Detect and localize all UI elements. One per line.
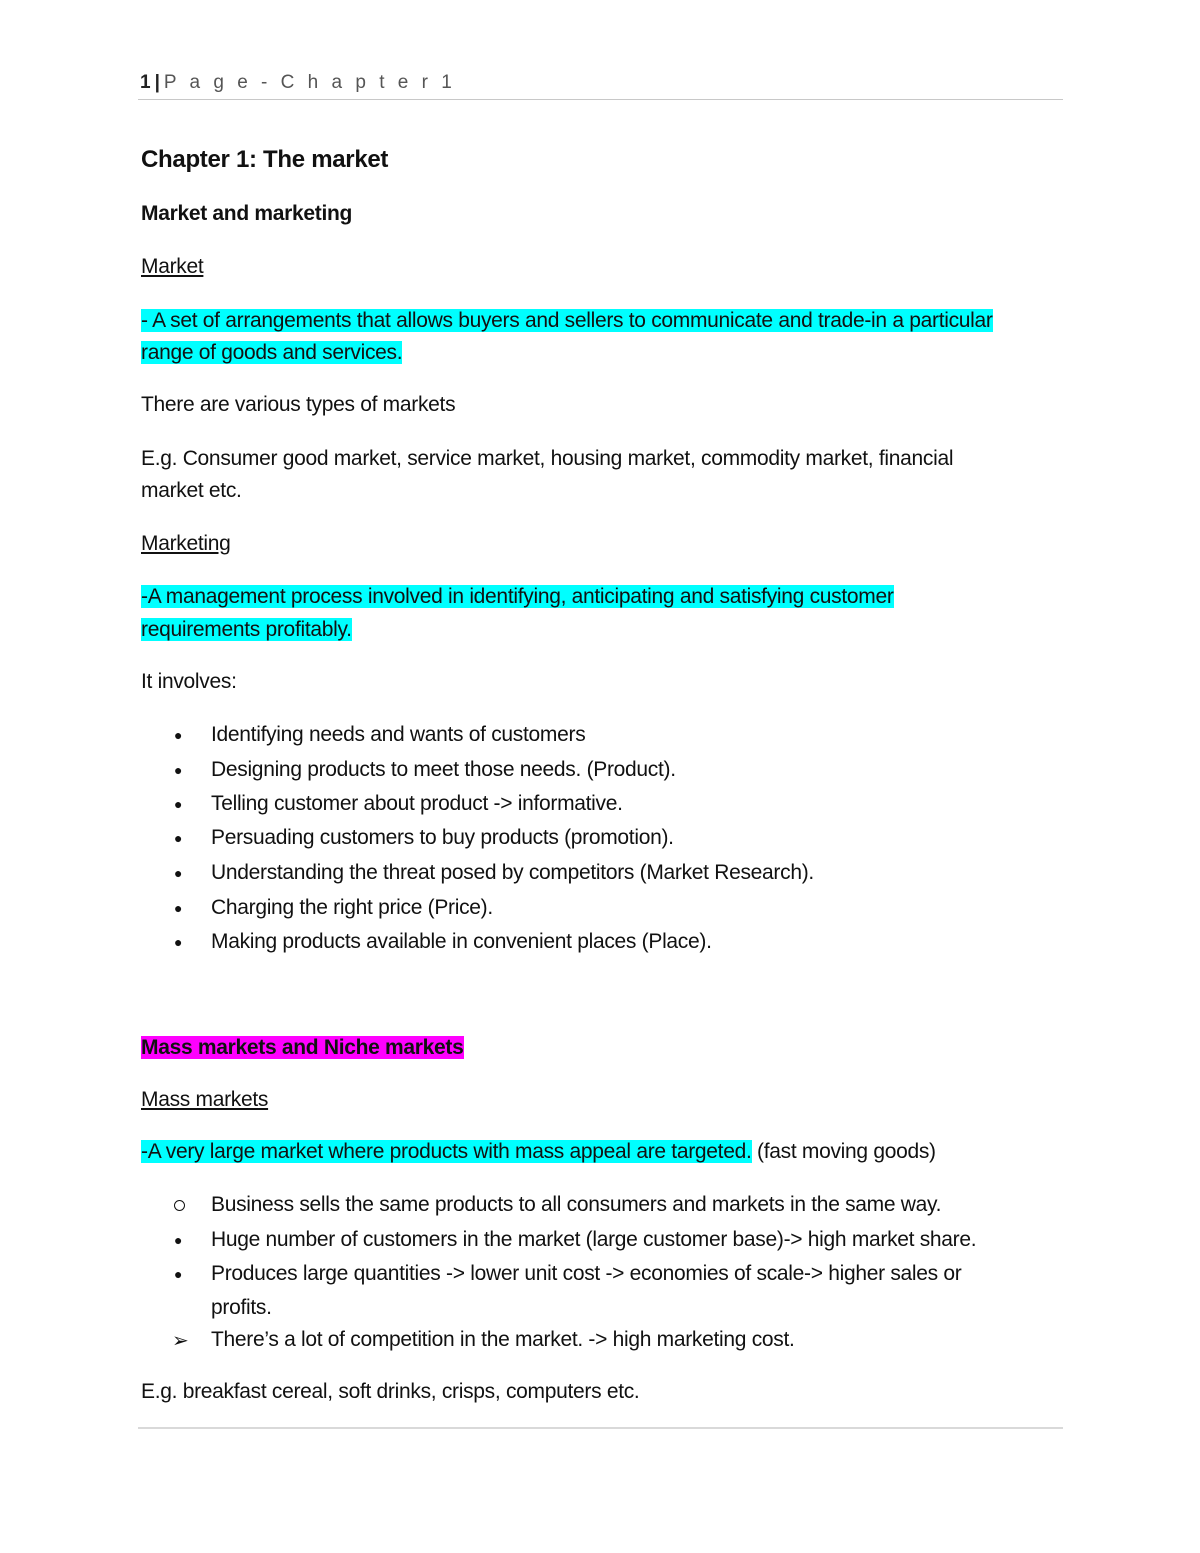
highlight-cyan: range of goods and services.	[141, 341, 403, 364]
page-header	[140, 72, 456, 94]
mass-definition-suffix: (fast moving goods)	[751, 1140, 936, 1163]
market-definition-line-1	[141, 309, 993, 333]
mass-markets-heading: Mass markets	[141, 1088, 269, 1111]
header-separator: |	[154, 72, 160, 93]
bullet-icon: ●	[174, 900, 183, 916]
highlight-cyan: requirements profitably.	[141, 618, 352, 641]
market-heading: Market	[141, 255, 204, 278]
marketing-heading: Marketing	[141, 532, 231, 555]
market-types-intro: There are various types of markets	[141, 393, 456, 416]
it-involves-label: It involves:	[141, 670, 237, 693]
page-number: 1	[140, 72, 153, 93]
highlight-magenta: Mass markets and Niche markets	[141, 1036, 464, 1059]
list-item: Understanding the threat posed by competitors (Market Research).	[211, 861, 814, 884]
list-item: Designing products to meet those needs. (Product).	[211, 758, 676, 781]
section-heading-mass-and-niche	[141, 1036, 464, 1060]
bullet-icon: ●	[174, 865, 183, 881]
highlight-cyan: - A set of arrangements that allows buyers and sellers to communicate and trade-in a particular	[141, 309, 993, 332]
marketing-definition-line-2	[141, 618, 352, 642]
list-item: Charging the right price (Price).	[211, 896, 493, 919]
list-item: Making products available in convenient places (Place).	[211, 930, 712, 953]
bullet-icon: ●	[174, 727, 183, 743]
market-definition-line-2	[141, 341, 402, 365]
bullet-icon: ●	[174, 830, 183, 846]
list-item: There’s a lot of competition in the market. -> high marketing cost.	[211, 1328, 795, 1351]
list-item-continuation: profits.	[211, 1296, 272, 1319]
section-heading-market-and-marketing: Market and marketing	[141, 202, 353, 225]
list-item: Business sells the same products to all consumers and markets in the same way.	[211, 1193, 942, 1216]
mass-markets-examples: E.g. breakfast cereal, soft drinks, crisps, computers etc.	[141, 1380, 640, 1403]
bullet-icon: ●	[174, 796, 183, 812]
header-label: P a g e - C h a p t e r 1	[163, 72, 456, 93]
market-examples-line-1: E.g. Consumer good market, service market, housing market, commodity market, financial	[141, 447, 954, 470]
bullet-icon: ●	[174, 1232, 183, 1248]
bullet-icon: ●	[174, 1266, 183, 1282]
list-item: Telling customer about product -> informative.	[211, 792, 623, 815]
market-examples-line-2: market etc.	[141, 479, 242, 502]
bullet-icon: ●	[174, 762, 183, 778]
list-item: Persuading customers to buy products (promotion).	[211, 826, 674, 849]
footer-rule	[138, 1427, 1063, 1429]
list-item: Produces large quantities -> lower unit cost -> economies of scale-> higher sales or	[211, 1262, 962, 1285]
highlight-cyan: -A management process involved in identifying, anticipating and satisfying customer	[141, 585, 894, 608]
chapter-title: Chapter 1: The market	[141, 146, 389, 173]
list-item: Huge number of customers in the market (large customer base)-> high market share.	[211, 1228, 977, 1251]
arrow-bullet-icon: ➢	[172, 1330, 189, 1352]
mass-markets-definition	[141, 1140, 936, 1164]
highlight-cyan: -A very large market where products with mass appeal are targeted.	[141, 1140, 752, 1163]
marketing-definition-line-1	[141, 585, 894, 609]
header-rule	[138, 99, 1063, 100]
circle-bullet-icon	[174, 1200, 185, 1211]
bullet-icon: ●	[174, 934, 183, 950]
list-item: Identifying needs and wants of customers	[211, 723, 586, 746]
